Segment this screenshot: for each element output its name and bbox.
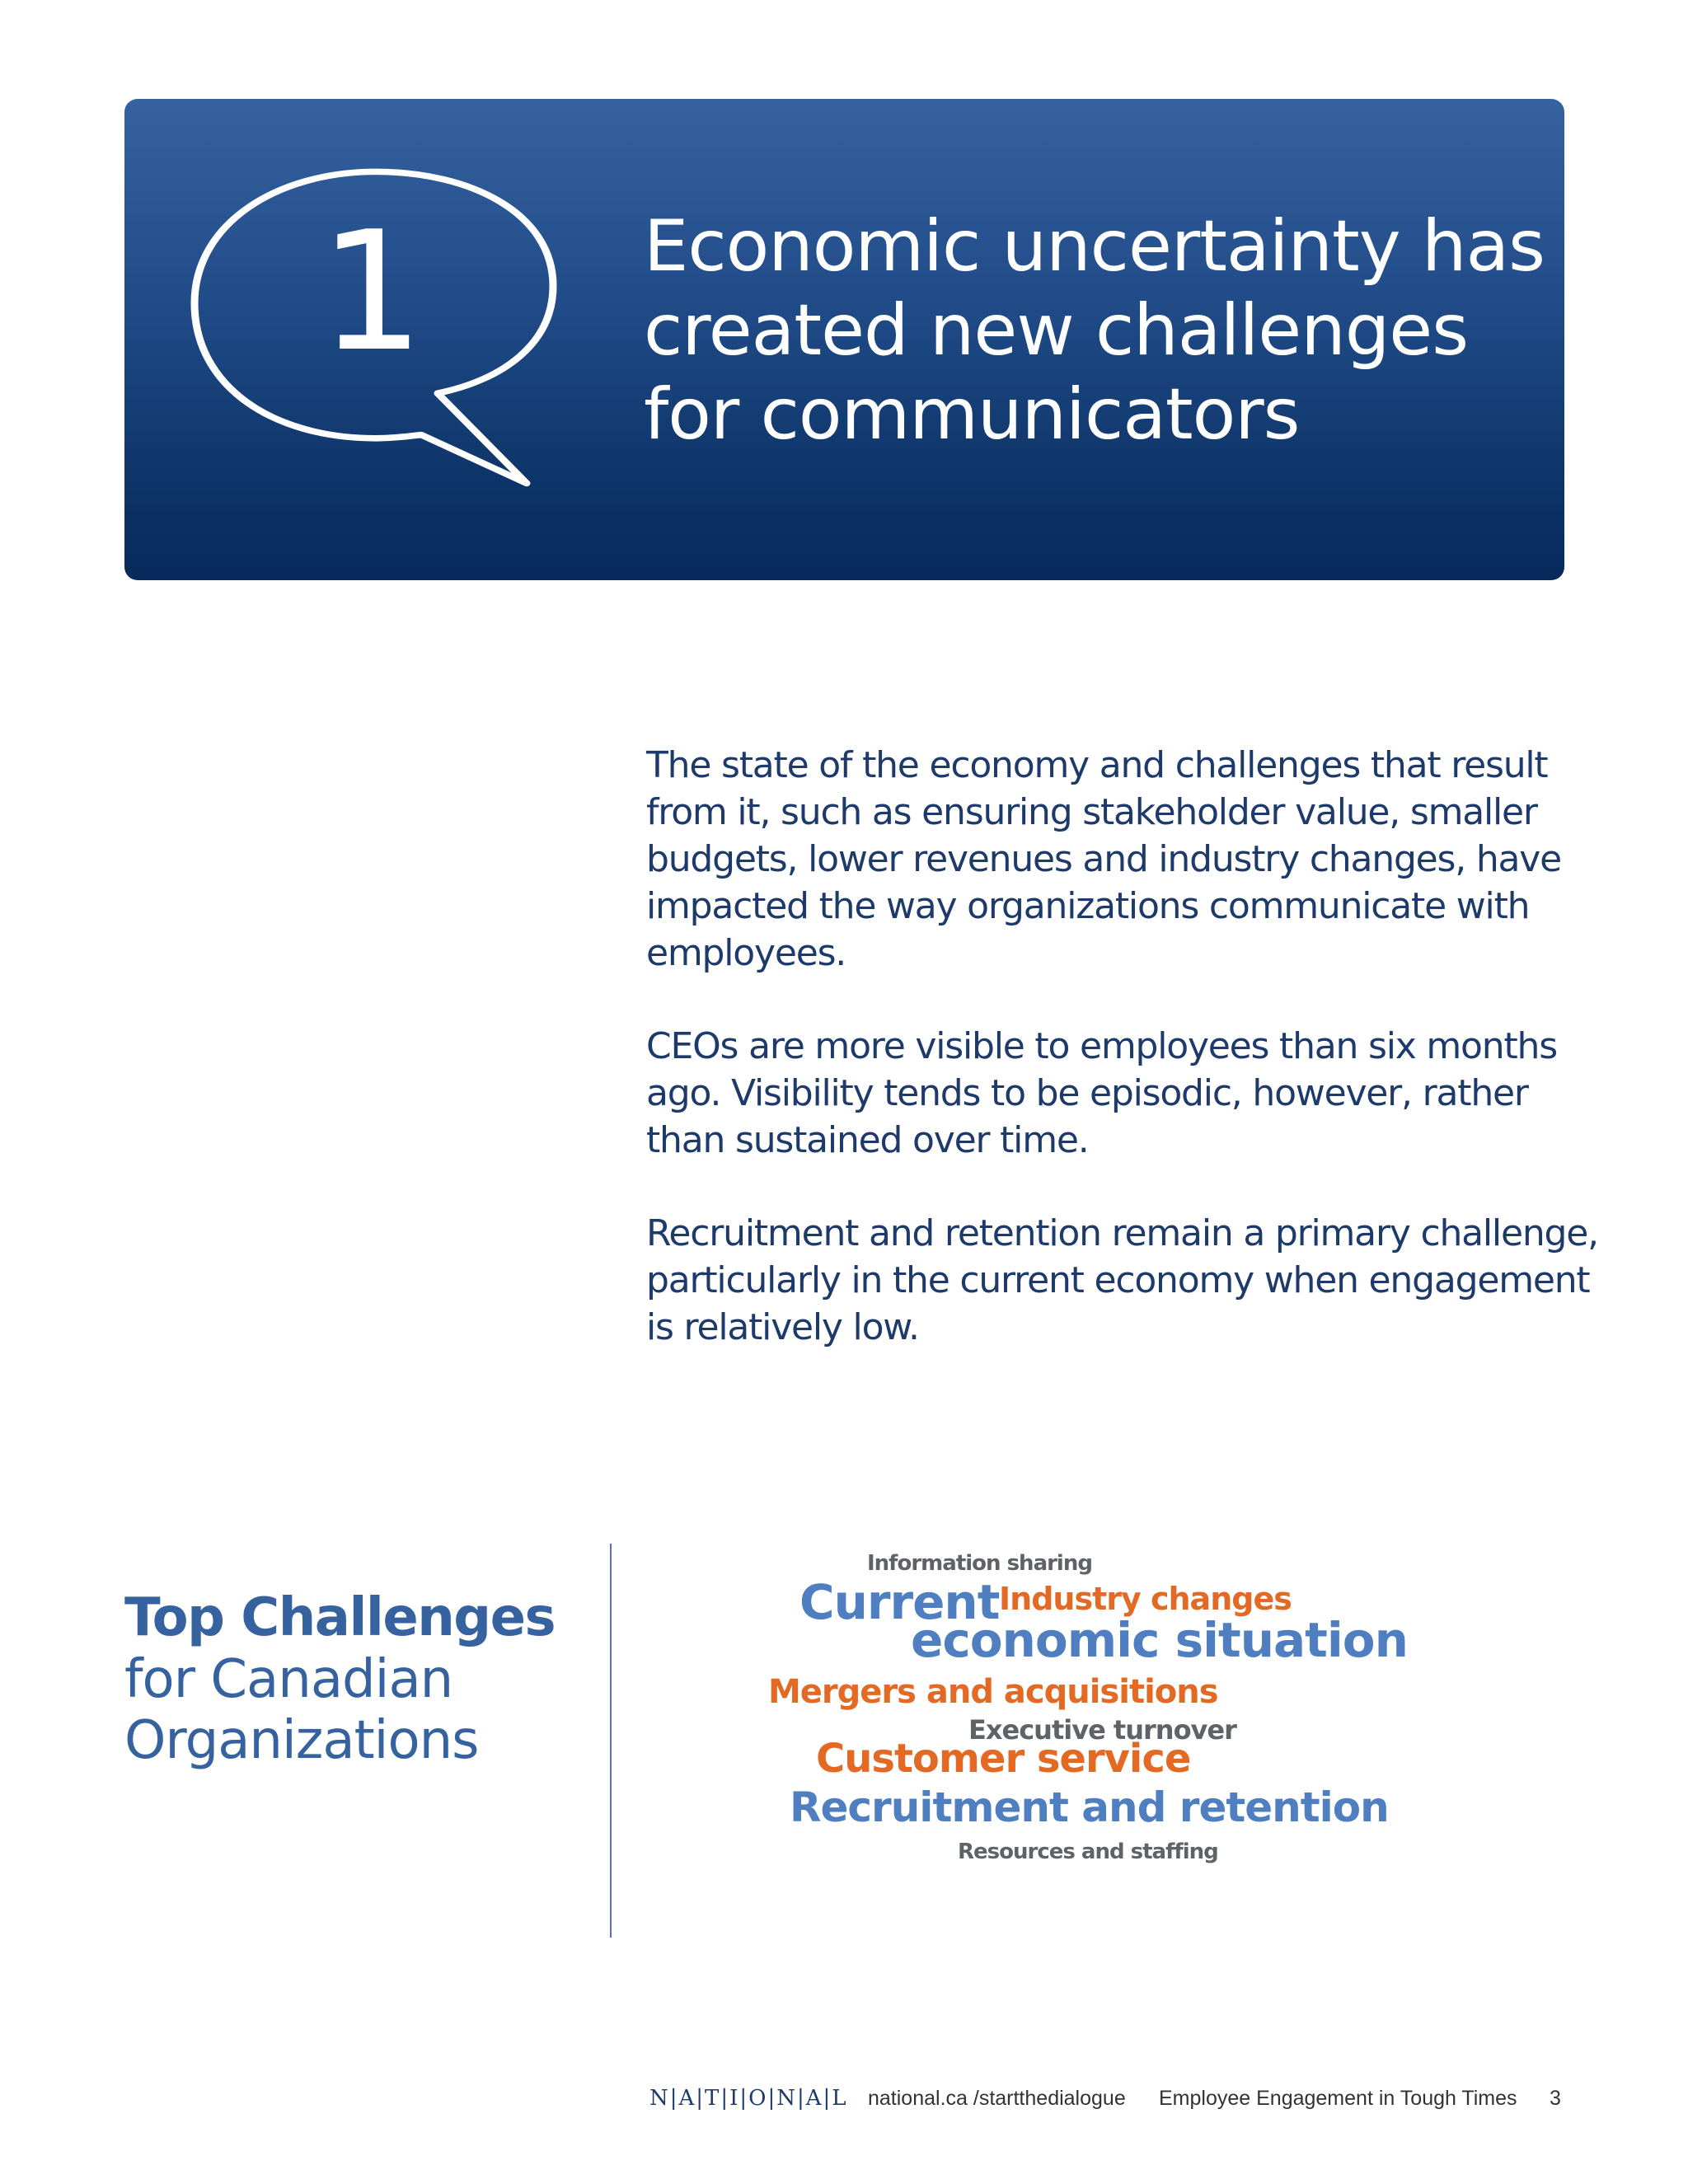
word-resources-and-staffing: Resources and staffing <box>958 1840 1218 1864</box>
word-customer-service: Customer service <box>816 1736 1191 1782</box>
word-current: Current <box>799 1574 1000 1630</box>
paragraph-economy <box>646 742 1569 977</box>
body-line: ago. Visibility tends to be episodic, however, rather <box>646 1072 1528 1114</box>
heading-bold: Top Challenges <box>124 1587 556 1648</box>
footer <box>0 2085 1688 2118</box>
top-challenges-heading <box>124 1586 586 1771</box>
heading-line: for Canadian <box>124 1649 453 1710</box>
body-line: is relatively low. <box>646 1306 919 1348</box>
body-copy <box>646 742 1598 1397</box>
body-line: Recruitment and retention remain a primary challenge, <box>646 1212 1598 1254</box>
footer-document-title: Employee Engagement in Tough Times <box>1159 2087 1517 2110</box>
banner-title-line: created new challenges <box>644 289 1469 372</box>
banner-title <box>644 204 1545 457</box>
body-line: employees. <box>646 932 846 974</box>
word-information-sharing: Information sharing <box>867 1551 1092 1576</box>
word-economic-situation: economic situation <box>911 1612 1408 1668</box>
word-mergers-and-acquisitions: Mergers and acquisitions <box>768 1673 1218 1711</box>
body-line: impacted the way organizations communicate with <box>646 885 1530 927</box>
banner-title-line: for communicators <box>644 373 1300 456</box>
page-number: 3 <box>1550 2087 1561 2110</box>
paragraph-recruitment <box>646 1210 1598 1351</box>
national-logo: N|A|T|I|O|N|A|L <box>649 2086 848 2111</box>
word-recruitment-and-retention: Recruitment and retention <box>790 1783 1389 1831</box>
body-line: The state of the economy and challenges that result <box>646 744 1548 786</box>
header-banner <box>124 99 1564 580</box>
word-executive-turnover: Executive turnover <box>968 1714 1236 1746</box>
body-line: from it, such as ensuring stakeholder value, smaller <box>646 791 1537 833</box>
vertical-divider <box>610 1544 612 1938</box>
heading-line: Organizations <box>124 1710 479 1771</box>
paragraph-ceo-visibility <box>646 1023 1569 1164</box>
body-line: CEOs are more visible to employees than six months <box>646 1025 1557 1067</box>
body-line: particularly in the current economy when engagement <box>646 1259 1590 1301</box>
word-cloud <box>742 1541 1484 1887</box>
section-number: 1 <box>319 196 424 388</box>
body-line: than sustained over time. <box>646 1119 1089 1161</box>
body-line: budgets, lower revenues and industry changes, have <box>646 838 1561 880</box>
banner-title-line: Economic uncertainty has <box>644 205 1545 288</box>
word-industry-changes: Industry changes <box>999 1581 1292 1617</box>
footer-url-link[interactable]: national.ca /startthedialogue <box>868 2087 1126 2110</box>
